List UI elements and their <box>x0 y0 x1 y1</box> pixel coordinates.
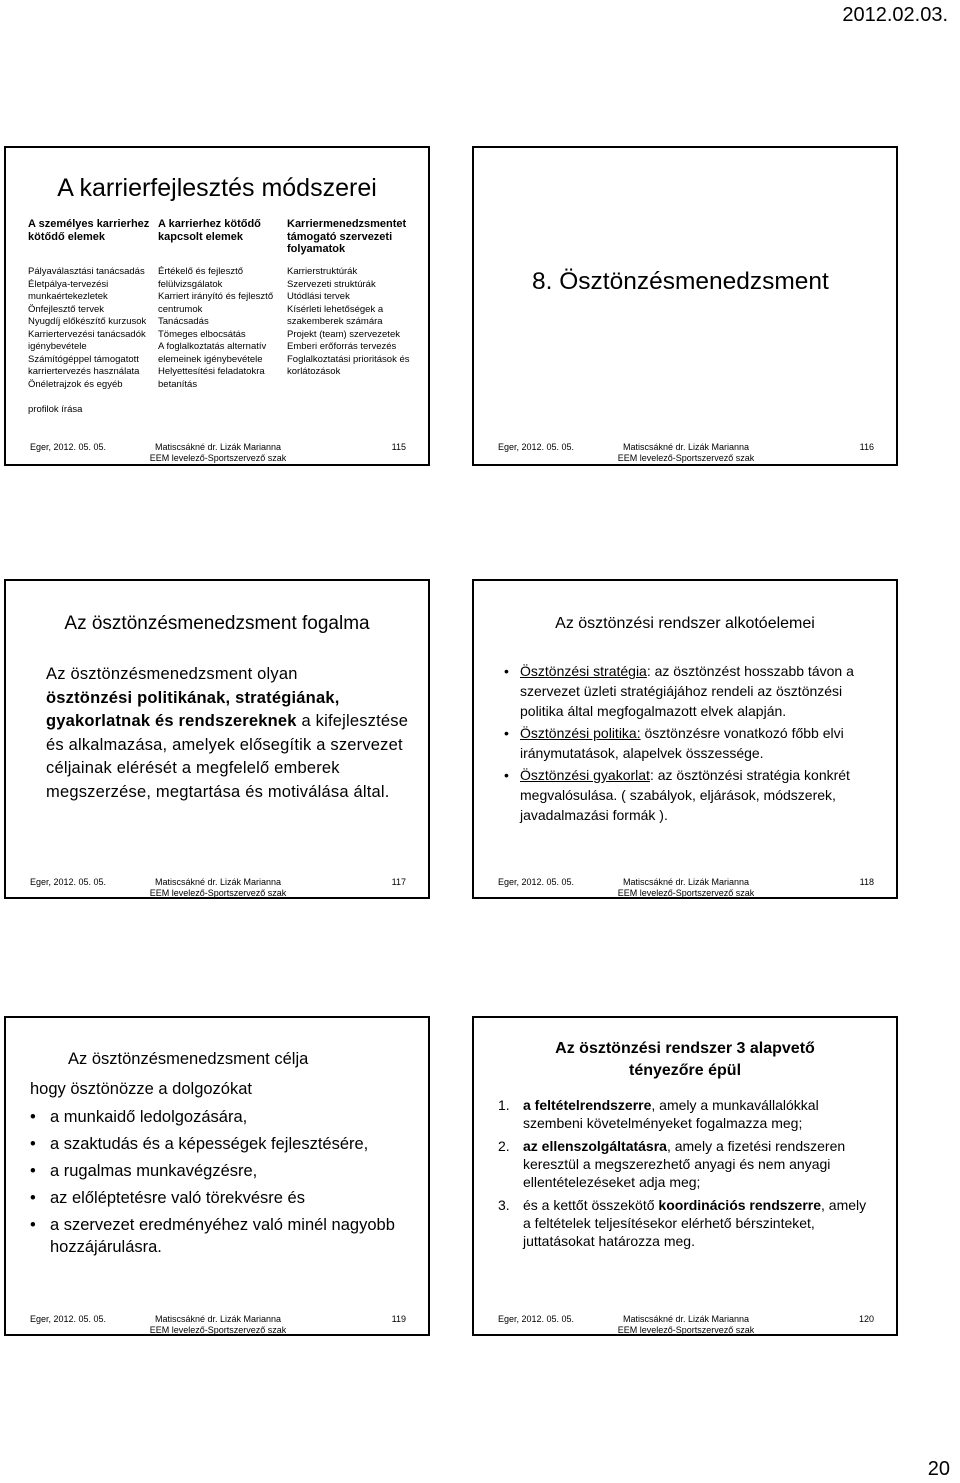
list-item: 2. az ellenszolgáltatásra, amely a fizetési rendszeren keresztül a megszerezhető anyagi és nem anyagi ellentételezéseket adja meg; <box>498 1138 846 1190</box>
footer-date: Eger, 2012. 05. 05. <box>30 442 107 452</box>
list-item: Projekt (team) szervezetek <box>287 328 400 340</box>
list-item: Számítógéppel támogatott karriertervezés használata <box>28 353 140 377</box>
list-item: Foglalkoztatási prioritások és korlátozások <box>287 353 410 377</box>
column-personal <box>28 218 153 417</box>
slide-number: 116 <box>859 442 874 452</box>
slide-number: 120 <box>858 1314 874 1324</box>
column-supporting <box>287 218 412 379</box>
list-item: Karrierstruktúrák <box>287 266 358 277</box>
list-item: Utódlási tervek <box>287 291 350 302</box>
list-item: Tömeges elbocsátás <box>158 328 246 340</box>
column-heading: A személyes karrierhez kötődő elemek <box>28 218 150 243</box>
slide-117 <box>4 579 430 899</box>
goal-list <box>30 1106 410 1263</box>
list-item: A foglalkoztatás alternatív elemeinek igénybevétele <box>158 341 267 365</box>
column-heading: A karrierhez kötődő kapcsolt elemek <box>158 218 261 243</box>
list-item: • Ösztönzési politika: ösztönzésre vonatkozó főbb elvi iránymutatások, alapelvek összessége. <box>500 723 882 763</box>
slide-116 <box>472 146 898 466</box>
footer-author: Matiscsákné dr. Lizák Marianna EEM levelező-Sportszervező szak <box>149 442 287 463</box>
page-number: 20 <box>927 1458 950 1480</box>
page-date: 2012.02.03. <box>842 4 948 26</box>
footer-author: Matiscsákné dr. Lizák Marianna EEM levelező-Sportszervező szak <box>617 1314 755 1335</box>
footer-date: Eger, 2012. 05. 05. <box>498 442 575 452</box>
list-item: Önfejlesztő tervek <box>28 303 105 315</box>
list-item: profilok írása <box>28 404 83 415</box>
list-item: 3. és a kettőt összekötő koordinációs rendszerre, amely a feltételek teljesítésekor elérhető bérszinteket, juttatásokat határozza meg. <box>498 1197 867 1249</box>
factor-list <box>498 1096 870 1255</box>
slide-title: 8. Ösztönzésmenedzsment <box>532 268 829 295</box>
list-item: Életpálya-tervezési munkaértekezletek <box>28 278 109 302</box>
intro-text: hogy ösztönözze a dolgozókat <box>30 1080 252 1098</box>
list-item: • Ösztönzési stratégia: az ösztönzést hosszabb távon a szervezet üzleti stratégiájához rendeli az ösztönzési politika által megfogalmazott elvek alapján. <box>500 661 882 721</box>
list-item: Szervezeti struktúrák <box>287 278 376 290</box>
list-item: Önéletrajzok és egyéb <box>28 378 123 390</box>
list-item: 1. a feltételrendszerre, amely a munkavállalókkal szembeni követelményeket fogalmazza meg; <box>498 1097 819 1131</box>
list-item: Emberi erőforrás tervezés <box>287 341 397 352</box>
slide-title: Az ösztönzési rendszer 3 alapvető tényezőre épül <box>555 1040 815 1079</box>
list-item: • a szaktudás és a képességek fejlesztésére, <box>30 1133 410 1155</box>
list-item: Értékelő és fejlesztő felülvizsgálatok <box>158 266 244 290</box>
slide-title: Az ösztönzésmenedzsment célja <box>68 1050 309 1068</box>
list-item: Kísérleti lehetőségek a szakemberek számára <box>287 303 384 327</box>
slide-120 <box>472 1016 898 1336</box>
list-item: Tanácsadás <box>158 316 209 327</box>
slide-number: 117 <box>391 877 406 887</box>
slide-118 <box>472 579 898 899</box>
list-item: • a munkaidő ledolgozására, <box>30 1106 410 1128</box>
component-list <box>500 661 882 827</box>
list-item: Helyettesítési feladatokra betanítás <box>158 366 265 390</box>
footer-author: Matiscsákné dr. Lizák Marianna EEM levelező-Sportszervező szak <box>617 442 755 463</box>
slide-title: A karrierfejlesztés módszerei <box>57 174 377 202</box>
footer-date: Eger, 2012. 05. 05. <box>30 1314 107 1324</box>
column-linked <box>158 218 278 391</box>
footer-author: Matiscsákné dr. Lizák Marianna EEM levelező-Sportszervező szak <box>149 877 287 898</box>
footer-author: Matiscsákné dr. Lizák Marianna EEM levelező-Sportszervező szak <box>617 877 755 898</box>
slide-115 <box>4 146 430 466</box>
slide-number: 115 <box>391 442 406 452</box>
list-item: • a rugalmas munkavégzésre, <box>30 1160 410 1182</box>
list-item: Pályaválasztási tanácsadás <box>28 266 145 277</box>
list-item: Karriert irányító és fejlesztő centrumok <box>158 291 274 315</box>
footer-date: Eger, 2012. 05. 05. <box>498 1314 575 1324</box>
list-item: • Ösztönzési gyakorlat: az ösztönzési stratégia konkrét megvalósulása. ( szabályok, eljárások, módszerek, javadalmazási formák ). <box>500 765 882 825</box>
column-heading: Karriermenedzsmentet támogató szervezeti folyamatok <box>287 218 407 255</box>
slide-title: Az ösztönzési rendszer alkotóelemei <box>555 615 815 632</box>
footer-date: Eger, 2012. 05. 05. <box>498 877 575 887</box>
list-item: • a szervezet eredményéhez való minél nagyobb hozzájárulásra. <box>30 1214 410 1258</box>
footer-author: Matiscsákné dr. Lizák Marianna EEM levelező-Sportszervező szak <box>149 1314 287 1335</box>
slide-title: Az ösztönzésmenedzsment fogalma <box>64 613 370 634</box>
slide-number: 118 <box>859 877 874 887</box>
slide-number: 119 <box>391 1314 406 1324</box>
slide-119 <box>4 1016 430 1336</box>
list-item: • az előléptetésre való törekvésre és <box>30 1187 410 1209</box>
footer-date: Eger, 2012. 05. 05. <box>30 877 107 887</box>
list-item: Karriertervezési tanácsadók igénybevétele <box>28 328 146 352</box>
list-item: Nyugdíj előkészítő kurzusok <box>28 316 147 327</box>
definition-text: Az ösztönzésmenedzsment olyan ösztönzési politikának, stratégiának, gyakorlatnak és rendszereknek a kifejlesztése és alkalmazása, amelyek elősegítik a szervezet céljainak elérését a megfelelő emberek megszerzése, megtartása és motiválása által. <box>46 665 409 801</box>
